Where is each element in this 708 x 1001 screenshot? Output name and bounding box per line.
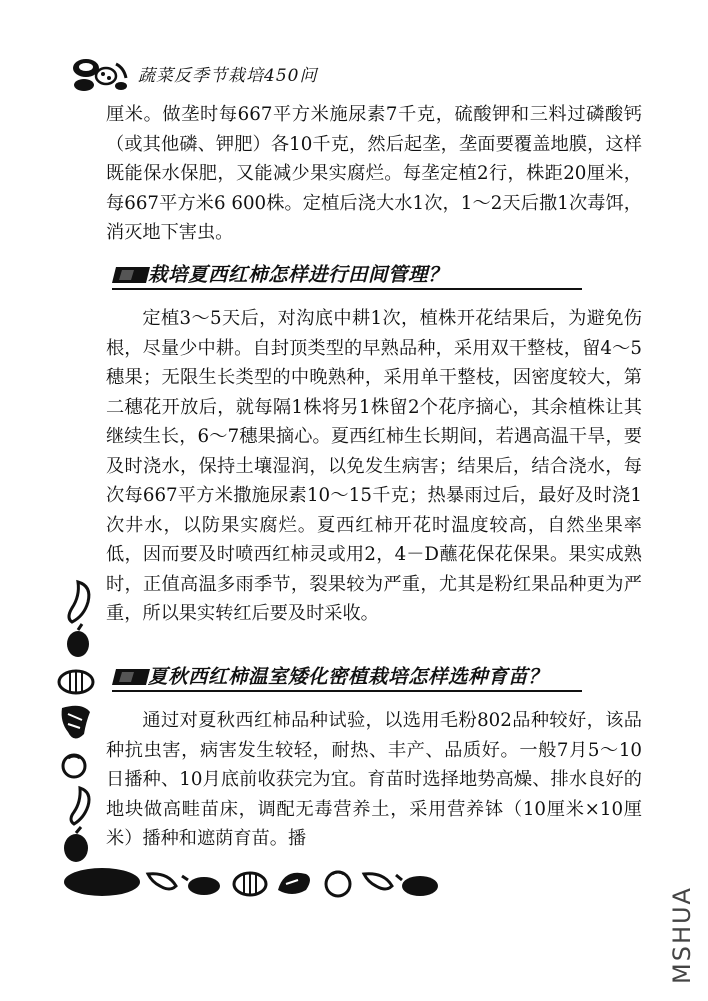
cucumber-icon (69, 582, 89, 622)
cabbage-icon (278, 873, 310, 894)
eggplant-icon (64, 827, 88, 862)
header-title: 蔬菜反季节栽培450问 (138, 66, 318, 86)
section-heading (112, 660, 582, 692)
heading-text: 夏秋西红柿温室矮化密植栽培怎样选种育苗？ (148, 665, 549, 688)
page-blob-icon (64, 868, 140, 896)
eggplant-icon (67, 624, 89, 657)
vegetable-cluster-icon (70, 54, 128, 94)
section-heading (112, 258, 582, 290)
heading-marker-icon (112, 264, 152, 284)
running-header (70, 50, 630, 100)
paragraph-text: 厘米。做垄时每667平方米施尿素7千克，硫酸钾和三料过磷酸钙（或其他磷、钾肥）各10千克，然后起垄，垄面要覆盖地膜，这样既能保水保肥，又能减少果实腐烂。每垄定植2行，株距20厘米，每667平方米6 600株。定植后浇大水1次，1～2天后撒1次毒饵，消灭地下害虫。 (106, 104, 642, 243)
paragraph-text: 通过对夏秋西红柿品种试验，以选用毛粉802品种较好，该品种抗虫害，病害发生较轻，耐热、丰产、品质好。一般7月5～10日播种、10月底前收获完为宜。育苗时选择地势高燥、排水良好的地块做高畦苗床，调配无毒营养土，采用营养钵（10厘米×10厘米）播种和遮荫育苗。播 (106, 710, 642, 849)
cabbage-icon (62, 706, 90, 739)
eggplant-icon (182, 876, 220, 895)
pumpkin-icon (234, 873, 266, 895)
pumpkin-icon (59, 671, 93, 693)
eggplant-icon (396, 875, 438, 896)
vegetable-column-decoration (56, 578, 104, 878)
heading-text: 栽培夏西红柿怎样进行田间管理？ (148, 263, 449, 286)
watermark: MSHUA (668, 886, 696, 984)
paragraph-text: 定植3～5天后，对沟底中耕1次，植株开花结果后，为避免伤根，尽量少中耕。自封顶类型的早熟品种，采用双干整枝，留4～5穗果；无限生长类型的中晚熟种，采用单干整枝，因密度较大，第二穗花开放后，就每隔1株将另1株留2个花序摘心，其余植株让其继续生长，6～7穗果摘心。夏西红柿生长期间，若遇高温干旱，要及时浇水，保持土壤湿润，以免发生病害；结果后，结合浇水，每次每667平方米撒施尿素10～15千克；热暴雨过后，最好及时浇1次井水，以防果实腐烂。夏西红柿开花时温度较高，自然坐果率低，因而要及时喷西红柿灵或用2，4－D蘸花保花保果。果实成熟时，正值高温多雨季节，裂果较为严重，尤其是粉红果品种更为严重，所以果实转红后要及时采收。 (106, 308, 642, 624)
tomato-icon (326, 872, 350, 896)
cucumber-icon (71, 788, 89, 824)
tomato-icon (63, 755, 85, 777)
vegetable-row-decoration (64, 860, 454, 900)
paragraph (106, 706, 642, 854)
cucumber-icon (364, 874, 392, 889)
heading-marker-icon (112, 666, 152, 686)
cucumber-icon (148, 874, 176, 889)
paragraph (106, 304, 642, 629)
paragraph-continued (106, 100, 642, 248)
